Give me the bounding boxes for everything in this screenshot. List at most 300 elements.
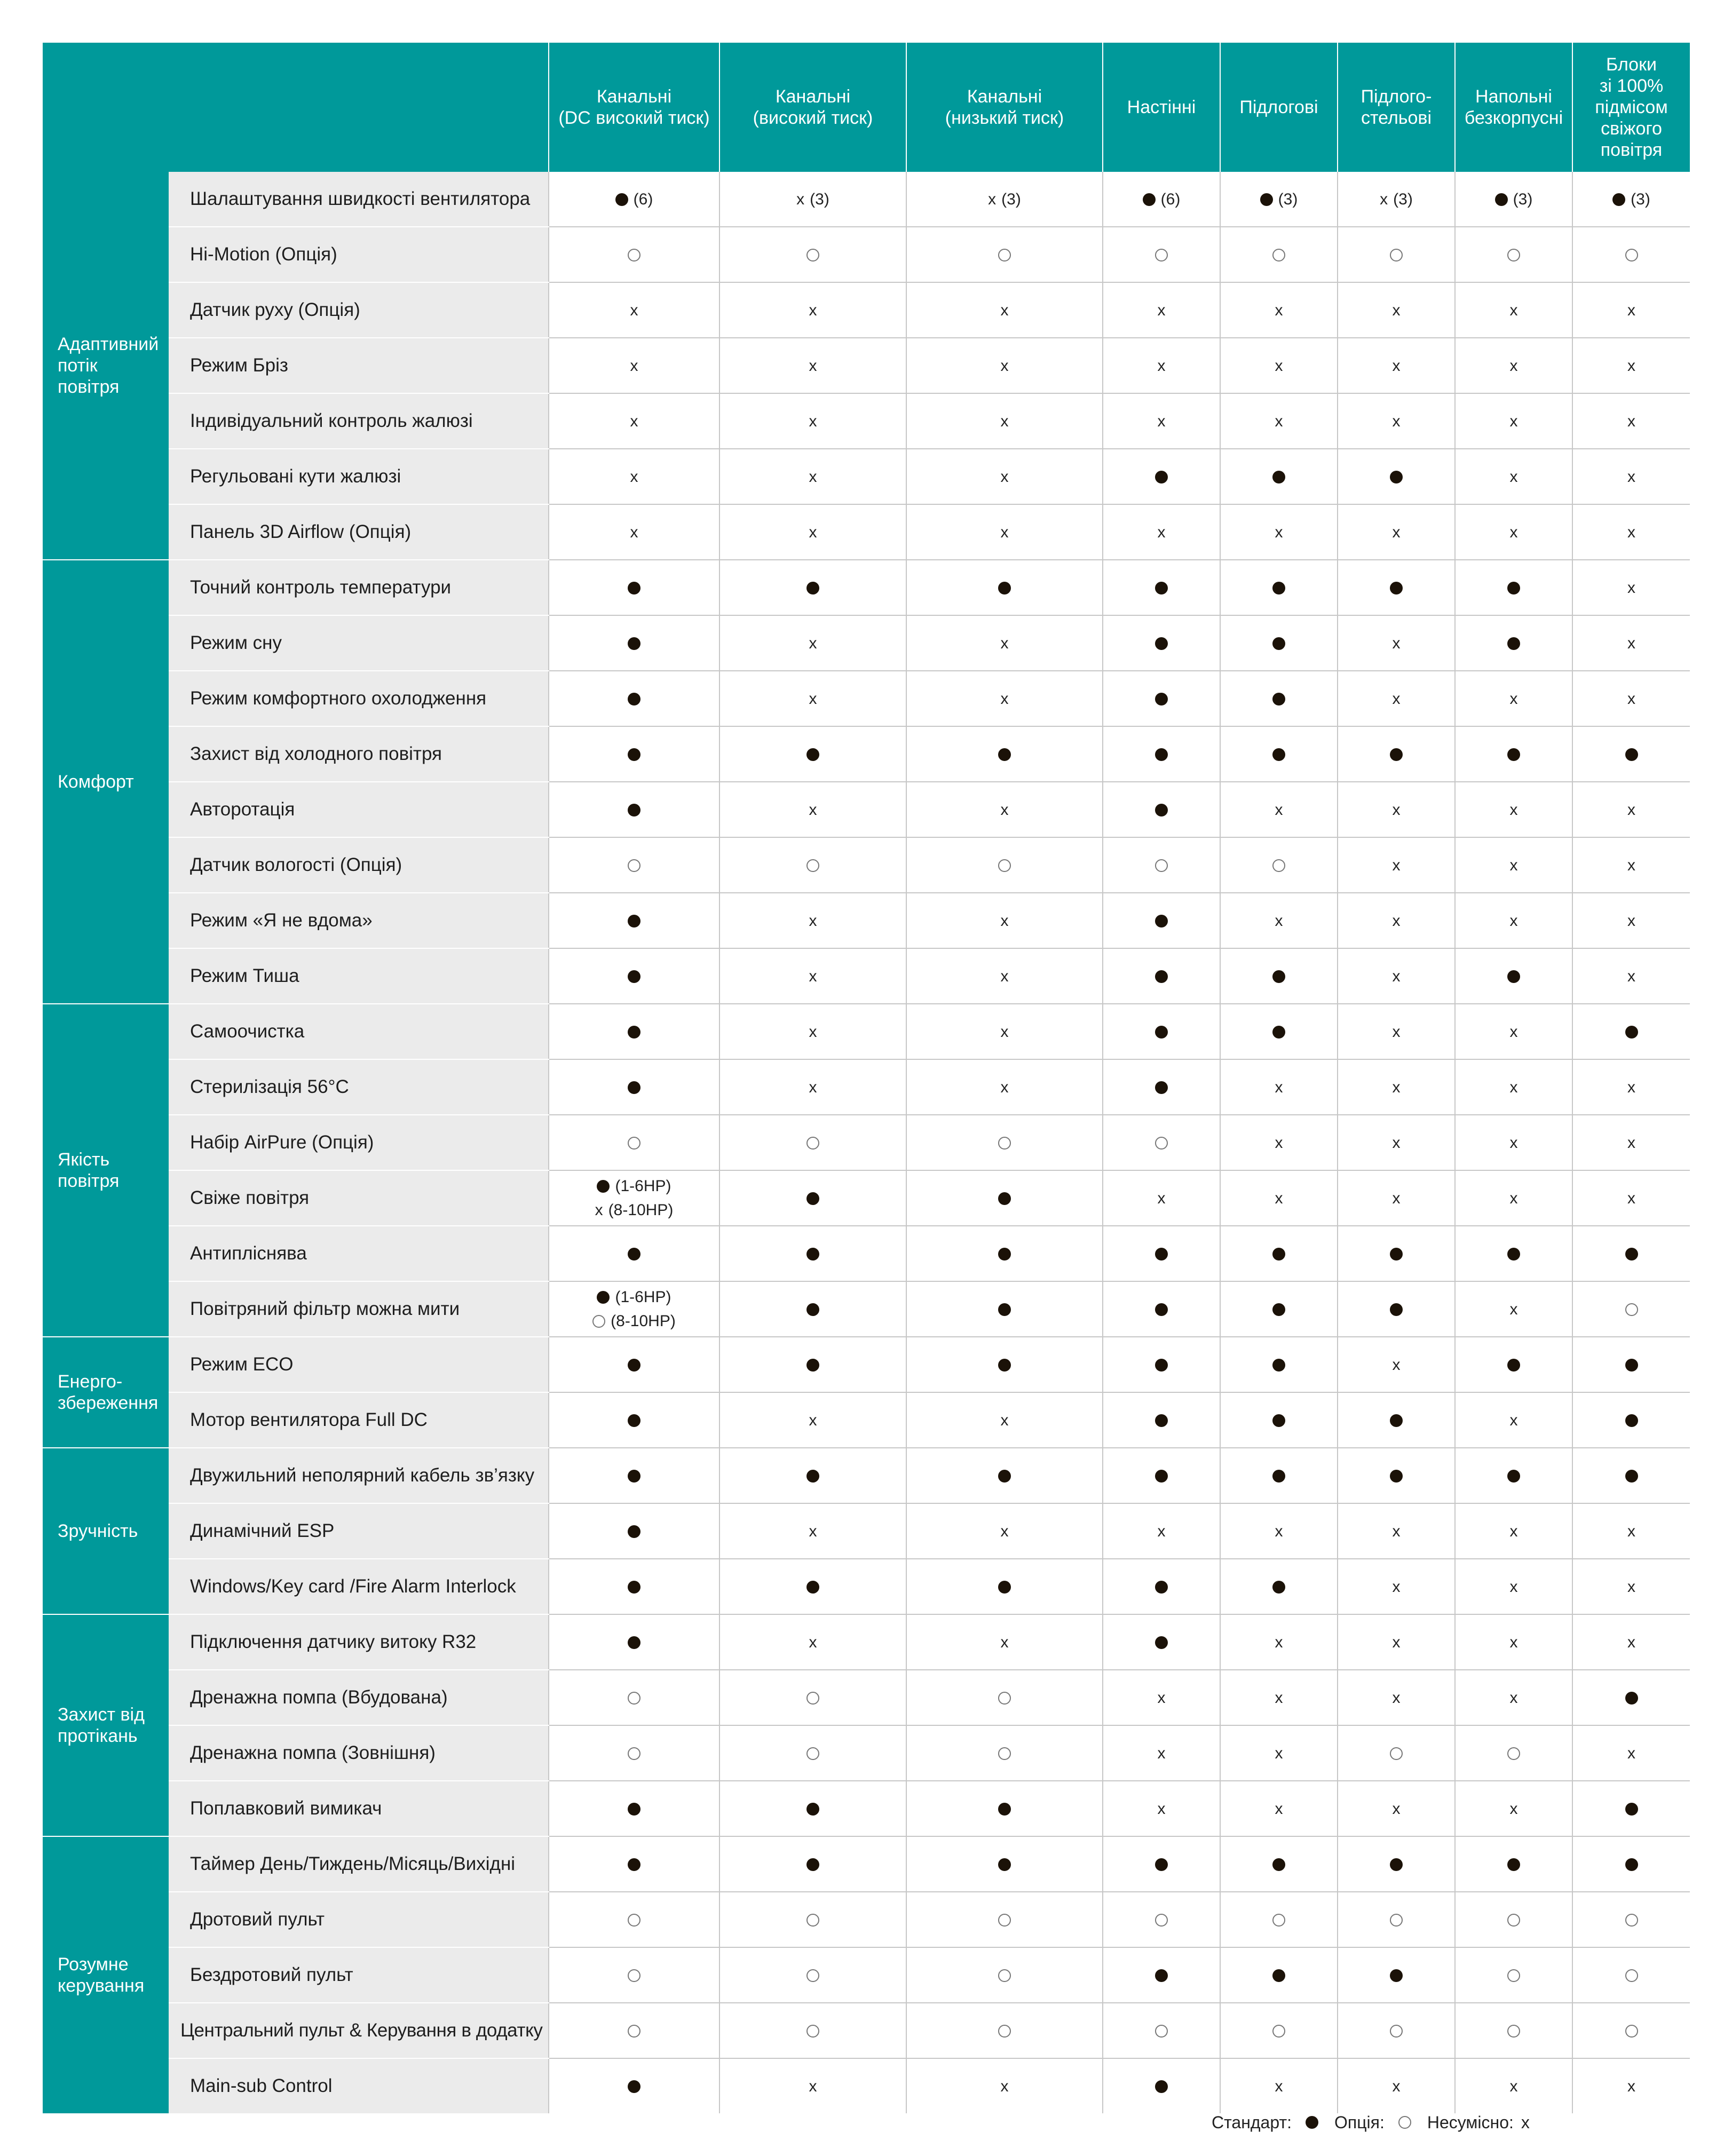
feature-value-cell (549, 449, 719, 504)
standard-dot-icon (597, 1291, 610, 1304)
feature-value-cell (719, 615, 906, 671)
feature-value-cell (1338, 1226, 1455, 1281)
feature-value-cell (1338, 1170, 1455, 1226)
standard-dot-icon (1155, 970, 1168, 983)
category-label: Комфорт (58, 772, 134, 792)
incompatible-mark: x (1000, 801, 1009, 819)
incompatible-mark: x (1392, 1523, 1401, 1541)
value-line (628, 2022, 640, 2039)
feature-name: Шалаштування швидкості вентилятора (169, 172, 549, 227)
value-line (1275, 1078, 1283, 1096)
table-row (43, 837, 1690, 893)
option-circle-icon (1155, 1914, 1168, 1927)
incompatible-mark: x (1627, 968, 1635, 986)
incompatible-mark: x (1509, 413, 1518, 431)
feature-value-cell (906, 893, 1103, 948)
standard-dot-icon (806, 748, 819, 761)
value-line (1393, 967, 1401, 985)
feature-value-cell (1103, 282, 1220, 338)
feature-value-cell (1455, 172, 1572, 227)
standard-dot-icon (628, 1470, 640, 1483)
value-line (998, 1744, 1011, 1762)
value-line (1510, 1189, 1518, 1207)
incompatible-mark: x (1627, 1634, 1635, 1652)
feature-value-cell (1103, 1503, 1220, 1559)
feature-value-cell (1455, 1226, 1572, 1281)
option-circle-icon (628, 2025, 640, 2038)
feature-value-cell (1455, 837, 1572, 893)
comparison-table-container (43, 43, 1690, 2113)
feature-value-cell (1103, 1614, 1220, 1670)
feature-value-cell (1103, 1947, 1220, 2003)
table-row (43, 1448, 1690, 1503)
value-line (1510, 356, 1518, 374)
value-line (549, 1285, 719, 1309)
legend-option-label: Опція: (1334, 2112, 1385, 2132)
value-line (998, 856, 1011, 874)
value-line (998, 1245, 1011, 1262)
value-line (1155, 1467, 1168, 1484)
value-line (549, 1198, 719, 1222)
feature-name: Двужильний неполярний кабель зв’язку (169, 1448, 549, 1503)
value-line (1627, 689, 1635, 707)
value-line (1393, 1022, 1401, 1040)
incompatible-mark: x (1392, 413, 1401, 431)
feature-value-cell (1103, 671, 1220, 726)
standard-dot-icon (998, 1192, 1011, 1205)
value-line (1612, 189, 1650, 207)
value-line (628, 856, 640, 874)
feature-value-cell (1220, 1170, 1338, 1226)
feature-value-cell (906, 1448, 1103, 1503)
feature-value-cell (549, 1115, 719, 1170)
feature-value-cell (1103, 449, 1220, 504)
value-line (1272, 1411, 1285, 1429)
value-line (549, 1174, 719, 1198)
table-row (43, 1115, 1690, 1170)
standard-dot-icon (1625, 1414, 1638, 1427)
feature-value-cell (1572, 837, 1690, 893)
value-note: (3) (1513, 190, 1533, 208)
incompatible-mark: x (1509, 2078, 1518, 2096)
option-circle-icon (1155, 249, 1168, 261)
feature-value-cell (549, 671, 719, 726)
value-line (1155, 689, 1168, 707)
standard-dot-icon (1272, 1359, 1285, 1372)
feature-value-cell (1572, 1226, 1690, 1281)
value-line (1507, 1356, 1520, 1373)
incompatible-mark: x (809, 413, 817, 431)
incompatible-mark: x (1000, 302, 1009, 320)
feature-value-cell (1338, 393, 1455, 449)
feature-value-cell (1338, 1004, 1455, 1059)
value-line (1393, 1189, 1401, 1207)
feature-value-cell (1338, 671, 1455, 726)
feature-value-cell (719, 837, 906, 893)
standard-dot-icon (998, 582, 1011, 595)
feature-value-cell (1220, 948, 1338, 1004)
feature-value-cell (1338, 1892, 1455, 1947)
feature-value-cell (549, 893, 719, 948)
feature-value-cell (1220, 282, 1338, 338)
value-line (1510, 1022, 1518, 1040)
category-cell (43, 1614, 169, 1836)
feature-value-cell (1572, 2058, 1690, 2113)
table-row (43, 726, 1690, 782)
feature-value-cell (1220, 893, 1338, 948)
standard-dot-icon (1155, 1969, 1168, 1982)
feature-value-cell (1455, 1115, 1572, 1170)
feature-value-cell (1220, 393, 1338, 449)
value-line (1272, 1356, 1285, 1373)
value-line (1627, 301, 1635, 319)
feature-value-cell (1103, 2003, 1220, 2058)
value-line (806, 745, 819, 763)
standard-dot-icon (628, 1248, 640, 1261)
feature-value-cell (1338, 2058, 1455, 2113)
value-line (1272, 856, 1285, 874)
value-line (1158, 1189, 1166, 1207)
feature-value-cell (1455, 2003, 1572, 2058)
incompatible-mark: x (1275, 1689, 1283, 1707)
value-line (1627, 800, 1635, 818)
value-line (1625, 245, 1638, 263)
value-line (1627, 856, 1635, 874)
standard-dot-icon (1612, 193, 1625, 206)
value-line (1272, 1578, 1285, 1595)
incompatible-mark: x (1627, 801, 1635, 819)
value-line (1627, 467, 1635, 485)
table-row (43, 504, 1690, 560)
value-line (1393, 523, 1401, 541)
incompatible-mark: x (1509, 912, 1518, 930)
feature-value-cell (1572, 1836, 1690, 1892)
option-circle-icon (1507, 1914, 1520, 1927)
value-line (1158, 1522, 1166, 1540)
feature-value-cell (1338, 615, 1455, 671)
value-line (1155, 911, 1168, 929)
incompatible-mark: x (1000, 635, 1009, 653)
legend-standard-dot-icon (1306, 2116, 1318, 2129)
option-circle-icon (806, 249, 819, 261)
feature-value-cell (1455, 282, 1572, 338)
feature-value-cell (906, 1059, 1103, 1115)
feature-value-cell (1103, 1836, 1220, 1892)
feature-value-cell (1338, 282, 1455, 338)
standard-dot-icon (628, 915, 640, 928)
feature-value-cell (719, 1503, 906, 1559)
feature-value-cell (1572, 1947, 1690, 2003)
feature-value-cell (1338, 449, 1455, 504)
feature-value-cell (1572, 393, 1690, 449)
feature-value-cell (1220, 504, 1338, 560)
incompatible-mark: x (1380, 190, 1388, 208)
feature-value-cell (1572, 1892, 1690, 1947)
value-line (1155, 1855, 1168, 1873)
value-line (998, 245, 1011, 263)
value-line (1510, 412, 1518, 430)
value-line (1507, 1911, 1520, 1928)
value-line (1393, 1078, 1401, 1096)
value-line (1507, 1744, 1520, 1762)
table-row (43, 1670, 1690, 1725)
feature-value-cell (1572, 560, 1690, 615)
feature-value-cell (906, 1004, 1103, 1059)
feature-value-cell (719, 560, 906, 615)
value-line (809, 467, 817, 485)
value-line (628, 1966, 640, 1984)
feature-value-cell (549, 1170, 719, 1226)
value-line (1510, 1578, 1518, 1595)
feature-name: Режим Бріз (169, 338, 549, 393)
feature-value-cell (549, 1781, 719, 1836)
value-line (809, 356, 817, 374)
feature-value-cell (1103, 1059, 1220, 1115)
value-line (1155, 245, 1168, 263)
standard-dot-icon (1272, 582, 1285, 595)
standard-dot-icon (1390, 1414, 1403, 1427)
value-line (1275, 1522, 1283, 1540)
incompatible-mark: x (1627, 1745, 1635, 1763)
column-header: Напольні безкорпусні (1455, 43, 1572, 172)
value-line (1625, 1300, 1638, 1318)
column-header: Настінні (1103, 43, 1220, 172)
feature-value-cell (719, 1448, 906, 1503)
category-label: Енерго- збереження (58, 1372, 159, 1413)
value-line (628, 1800, 640, 1817)
feature-name: Свіже повітря (169, 1170, 549, 1226)
standard-dot-icon (1272, 1470, 1285, 1483)
value-line (1275, 356, 1283, 374)
feature-value-cell (1572, 1448, 1690, 1503)
feature-value-cell (1455, 2058, 1572, 2113)
value-line (1001, 2077, 1009, 2095)
feature-value-cell (1103, 1781, 1220, 1836)
standard-dot-icon (1155, 1581, 1168, 1594)
value-line (1393, 689, 1401, 707)
table-row (43, 1614, 1690, 1670)
feature-value-cell (1220, 1781, 1338, 1836)
value-line (1510, 1800, 1518, 1817)
table-row (43, 282, 1690, 338)
standard-dot-icon (1507, 1359, 1520, 1372)
feature-value-cell (1220, 782, 1338, 837)
feature-value-cell (1338, 1503, 1455, 1559)
value-note: (6) (1160, 190, 1181, 208)
feature-value-cell (1572, 338, 1690, 393)
standard-dot-icon (628, 582, 640, 595)
feature-value-cell (1572, 2003, 1690, 2058)
standard-dot-icon (1272, 1414, 1285, 1427)
incompatible-mark: x (809, 302, 817, 320)
incompatible-mark: x (1000, 1634, 1009, 1652)
value-line (1393, 1134, 1401, 1151)
value-line (1390, 1744, 1403, 1762)
value-line (1272, 689, 1285, 707)
value-line (1001, 967, 1009, 985)
value-line (806, 1189, 819, 1207)
feature-value-cell (549, 393, 719, 449)
incompatible-mark: x (1627, 524, 1635, 542)
incompatible-mark: x (1392, 1634, 1401, 1652)
value-line (809, 689, 817, 707)
value-line (630, 467, 638, 485)
feature-value-cell (1338, 726, 1455, 782)
standard-dot-icon (628, 1359, 640, 1372)
value-line (806, 2022, 819, 2039)
feature-value-cell (719, 1670, 906, 1725)
feature-value-cell (1103, 1115, 1220, 1170)
table-row (43, 1947, 1690, 2003)
value-line (615, 189, 653, 207)
value-line (1627, 1633, 1635, 1651)
table-row (43, 893, 1690, 948)
standard-dot-icon (1495, 193, 1508, 206)
value-line (1507, 967, 1520, 985)
value-line (1272, 1911, 1285, 1928)
feature-value-cell (1338, 1725, 1455, 1781)
feature-value-cell (719, 449, 906, 504)
standard-dot-icon (1390, 1248, 1403, 1261)
option-circle-icon (1272, 1914, 1285, 1927)
value-line (1001, 800, 1009, 818)
table-row (43, 2003, 1690, 2058)
value-line (1001, 1522, 1009, 1540)
value-line (1625, 1689, 1638, 1706)
feature-value-cell (1103, 1004, 1220, 1059)
standard-dot-icon (1625, 1248, 1638, 1261)
value-line (628, 1911, 640, 1928)
feature-value-cell (719, 1725, 906, 1781)
feature-value-cell (906, 1115, 1103, 1170)
value-line (796, 189, 829, 207)
feature-value-cell (719, 1559, 906, 1614)
table-row (43, 1281, 1690, 1337)
incompatible-mark: x (1275, 1523, 1283, 1541)
feature-value-cell (719, 1226, 906, 1281)
feature-value-cell (906, 560, 1103, 615)
option-circle-icon (1507, 2025, 1520, 2038)
option-circle-icon (1155, 859, 1168, 872)
feature-value-cell (906, 393, 1103, 449)
feature-value-cell (906, 1670, 1103, 1725)
table-row (43, 671, 1690, 726)
feature-value-cell (1103, 1226, 1220, 1281)
value-line (630, 412, 638, 430)
value-note: (3) (1278, 190, 1298, 208)
value-line (1001, 301, 1009, 319)
incompatible-mark: x (1392, 1079, 1401, 1097)
value-line (1155, 1134, 1168, 1151)
feature-value-cell (719, 504, 906, 560)
table-row (43, 393, 1690, 449)
value-line (809, 1078, 817, 1096)
value-line (1625, 1356, 1638, 1373)
standard-dot-icon (806, 1192, 819, 1205)
value-line (1510, 1411, 1518, 1429)
value-line (1393, 356, 1401, 374)
incompatible-mark: x (630, 357, 638, 375)
incompatible-mark: x (1157, 302, 1166, 320)
feature-value-cell (906, 1559, 1103, 1614)
value-line (1155, 578, 1168, 596)
feature-name: Режим «Я не вдома» (169, 893, 549, 948)
header-corner (43, 43, 549, 172)
value-line (628, 1411, 640, 1429)
legend-incompatible-label: Несумісно: (1427, 2112, 1514, 2132)
value-line (1510, 689, 1518, 707)
feature-value-cell (906, 338, 1103, 393)
feature-value-cell (906, 1781, 1103, 1836)
value-line (1510, 1300, 1518, 1318)
feature-value-cell (1220, 560, 1338, 615)
value-line (1393, 301, 1401, 319)
value-line (1158, 1744, 1166, 1762)
value-line (628, 578, 640, 596)
feature-value-cell (906, 1503, 1103, 1559)
feature-value-cell (1338, 1115, 1455, 1170)
table-row (43, 1892, 1690, 1947)
value-note: (1-6HP) (615, 1177, 671, 1195)
option-circle-icon (998, 2025, 1011, 2038)
value-line (1390, 1911, 1403, 1928)
standard-dot-icon (1507, 1470, 1520, 1483)
table-row (43, 2058, 1690, 2113)
feature-value-cell (1103, 1281, 1220, 1337)
value-line (1393, 1633, 1401, 1651)
value-line (998, 1578, 1011, 1595)
incompatible-mark: x (809, 2078, 817, 2096)
incompatible-mark: x (1627, 1079, 1635, 1097)
feature-name: Режим комфортного охолодження (169, 671, 549, 726)
standard-dot-icon (1390, 748, 1403, 761)
feature-value-cell (719, 1392, 906, 1448)
feature-value-cell (1338, 560, 1455, 615)
feature-value-cell (1103, 1337, 1220, 1392)
feature-value-cell (549, 2058, 719, 2113)
option-circle-icon (1625, 1303, 1638, 1316)
value-line (628, 1078, 640, 1096)
feature-value-cell (549, 1892, 719, 1947)
value-line (1275, 1134, 1283, 1151)
standard-dot-icon (998, 1303, 1011, 1316)
option-circle-icon (1272, 859, 1285, 872)
feature-value-cell (1338, 1281, 1455, 1337)
standard-dot-icon (1507, 637, 1520, 650)
feature-value-cell (1455, 1836, 1572, 1892)
feature-name: Захист від холодного повітря (169, 726, 549, 782)
category-cell (43, 1004, 169, 1337)
option-circle-icon (806, 1914, 819, 1927)
value-line (1275, 2077, 1283, 2095)
feature-value-cell (1338, 1947, 1455, 2003)
value-line (806, 1689, 819, 1706)
feature-value-cell (719, 1004, 906, 1059)
value-line (1275, 1633, 1283, 1651)
standard-dot-icon (1155, 582, 1168, 595)
feature-value-cell (1220, 1059, 1338, 1115)
standard-dot-icon (628, 2080, 640, 2093)
value-line (1001, 911, 1009, 929)
value-line (1001, 634, 1009, 652)
feature-name: Датчик руху (Опція) (169, 282, 549, 338)
category-cell (43, 1836, 169, 2113)
option-circle-icon (806, 1137, 819, 1150)
standard-dot-icon (806, 1581, 819, 1594)
incompatible-mark: x (988, 190, 997, 208)
value-line (1390, 1411, 1403, 1429)
value-line (1272, 745, 1285, 763)
